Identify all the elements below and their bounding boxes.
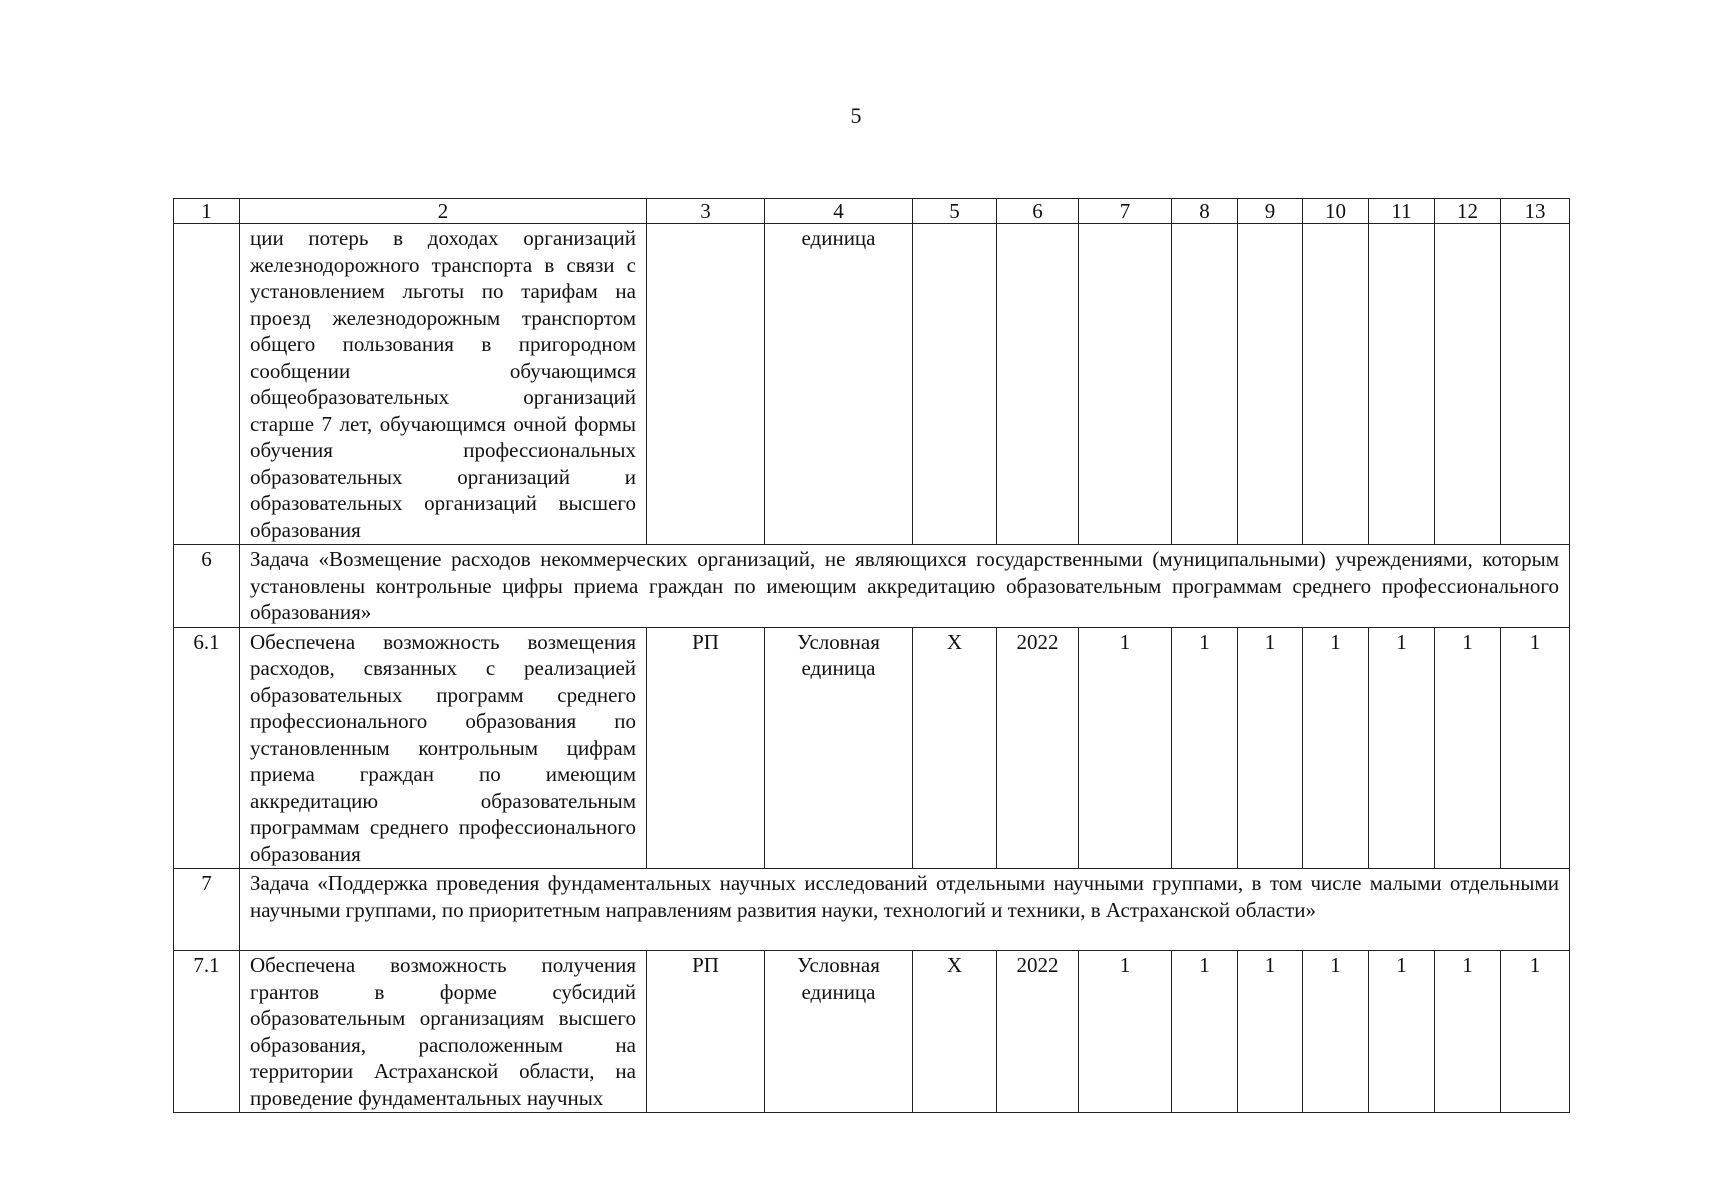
cell-value xyxy=(1172,224,1238,545)
indicator-description: Обеспечена возможность возмещения расходов, связанных с реализацией образовательных программ среднего профессионального образования по установленным контрольным цифрам приема граждан по имеющим аккредитацию образовательным программам среднего профессионального образования xyxy=(240,627,647,869)
task-title: Задача «Поддержка проведения фундаментальных научных исследований отдельными научными группами, в том числе малыми отдельными научными группами, по приоритетным направлениям развития науки, технологий и техники, в Астраханской области» xyxy=(240,869,1570,951)
row-number: 6 xyxy=(174,545,240,628)
table-row xyxy=(174,951,1570,1113)
cell-level: РП xyxy=(647,627,765,869)
cell-base-year xyxy=(997,224,1079,545)
cell-value: 1 xyxy=(1369,951,1435,1113)
cell-unit: единица xyxy=(765,224,913,545)
row-number: 6.1 xyxy=(174,627,240,869)
task-row xyxy=(174,869,1570,951)
column-number: 11 xyxy=(1369,199,1435,224)
column-number: 7 xyxy=(1079,199,1172,224)
row-number: 7 xyxy=(174,869,240,951)
column-number: 9 xyxy=(1238,199,1303,224)
cell-value: 1 xyxy=(1501,951,1570,1113)
table-row xyxy=(174,627,1570,869)
cell-value xyxy=(1501,224,1570,545)
cell-value xyxy=(1435,224,1501,545)
cell-value: 1 xyxy=(1079,627,1172,869)
column-number: 8 xyxy=(1172,199,1238,224)
task-row xyxy=(174,545,1570,628)
cell-value xyxy=(1079,224,1172,545)
column-number: 4 xyxy=(765,199,913,224)
cell-base-year: 2022 xyxy=(997,951,1079,1113)
cell-value: 1 xyxy=(1435,951,1501,1113)
cell-value: 1 xyxy=(1238,951,1303,1113)
column-number: 13 xyxy=(1501,199,1570,224)
task-title: Задача «Возмещение расходов некоммерческих организаций, не являющихся государственными (муниципальными) учреждениями, которым установлены контрольные цифры приема граждан по имеющим аккредитацию образовательным программам среднего профессионального образования» xyxy=(240,545,1570,628)
cell-value: 1 xyxy=(1172,627,1238,869)
cell-value: X xyxy=(913,627,997,869)
cell-unit: Условная единица xyxy=(765,627,913,869)
cell-value: 1 xyxy=(1303,627,1369,869)
cell-value xyxy=(1369,224,1435,545)
cell-value: 1 xyxy=(1369,627,1435,869)
column-number: 1 xyxy=(174,199,240,224)
column-number-row xyxy=(174,199,1570,224)
indicator-description: ции потерь в доходах организаций железнодорожного транспорта в связи с установлением льготы по тарифам на проезд железнодорожным транспортом общего пользования в пригородном сообщении обучающимся общеобразовательных организаций старше 7 лет, обучающимся очной формы обучения профессиональных образовательных организаций и образовательных организаций высшего образования xyxy=(240,224,647,545)
cell-base-year: 2022 xyxy=(997,627,1079,869)
column-number: 12 xyxy=(1435,199,1501,224)
indicators-table xyxy=(173,198,1570,1113)
cell-value: 1 xyxy=(1501,627,1570,869)
page-number: 5 xyxy=(850,103,862,128)
cell-value: 1 xyxy=(1303,951,1369,1113)
column-number: 6 xyxy=(997,199,1079,224)
cell-value: 1 xyxy=(1079,951,1172,1113)
cell-value: 1 xyxy=(1172,951,1238,1113)
cell-level: РП xyxy=(647,951,765,1113)
cell-level xyxy=(647,224,765,545)
column-number: 3 xyxy=(647,199,765,224)
row-number: 7.1 xyxy=(174,951,240,1113)
cell-value: 1 xyxy=(1238,627,1303,869)
cell-value xyxy=(1303,224,1369,545)
cell-value: X xyxy=(913,951,997,1113)
column-number: 5 xyxy=(913,199,997,224)
table-row xyxy=(174,224,1570,545)
cell-value: 1 xyxy=(1435,627,1501,869)
cell-unit: Условная единица xyxy=(765,951,913,1113)
column-number: 10 xyxy=(1303,199,1369,224)
cell-value xyxy=(913,224,997,545)
indicator-description: Обеспечена возможность получения грантов в форме субсидий образовательным организациям высшего образования, расположенным на территории Астраханской области, на проведение фундаментальных научных xyxy=(240,951,647,1113)
column-number: 2 xyxy=(240,199,647,224)
cell-value xyxy=(1238,224,1303,545)
row-number xyxy=(174,224,240,545)
